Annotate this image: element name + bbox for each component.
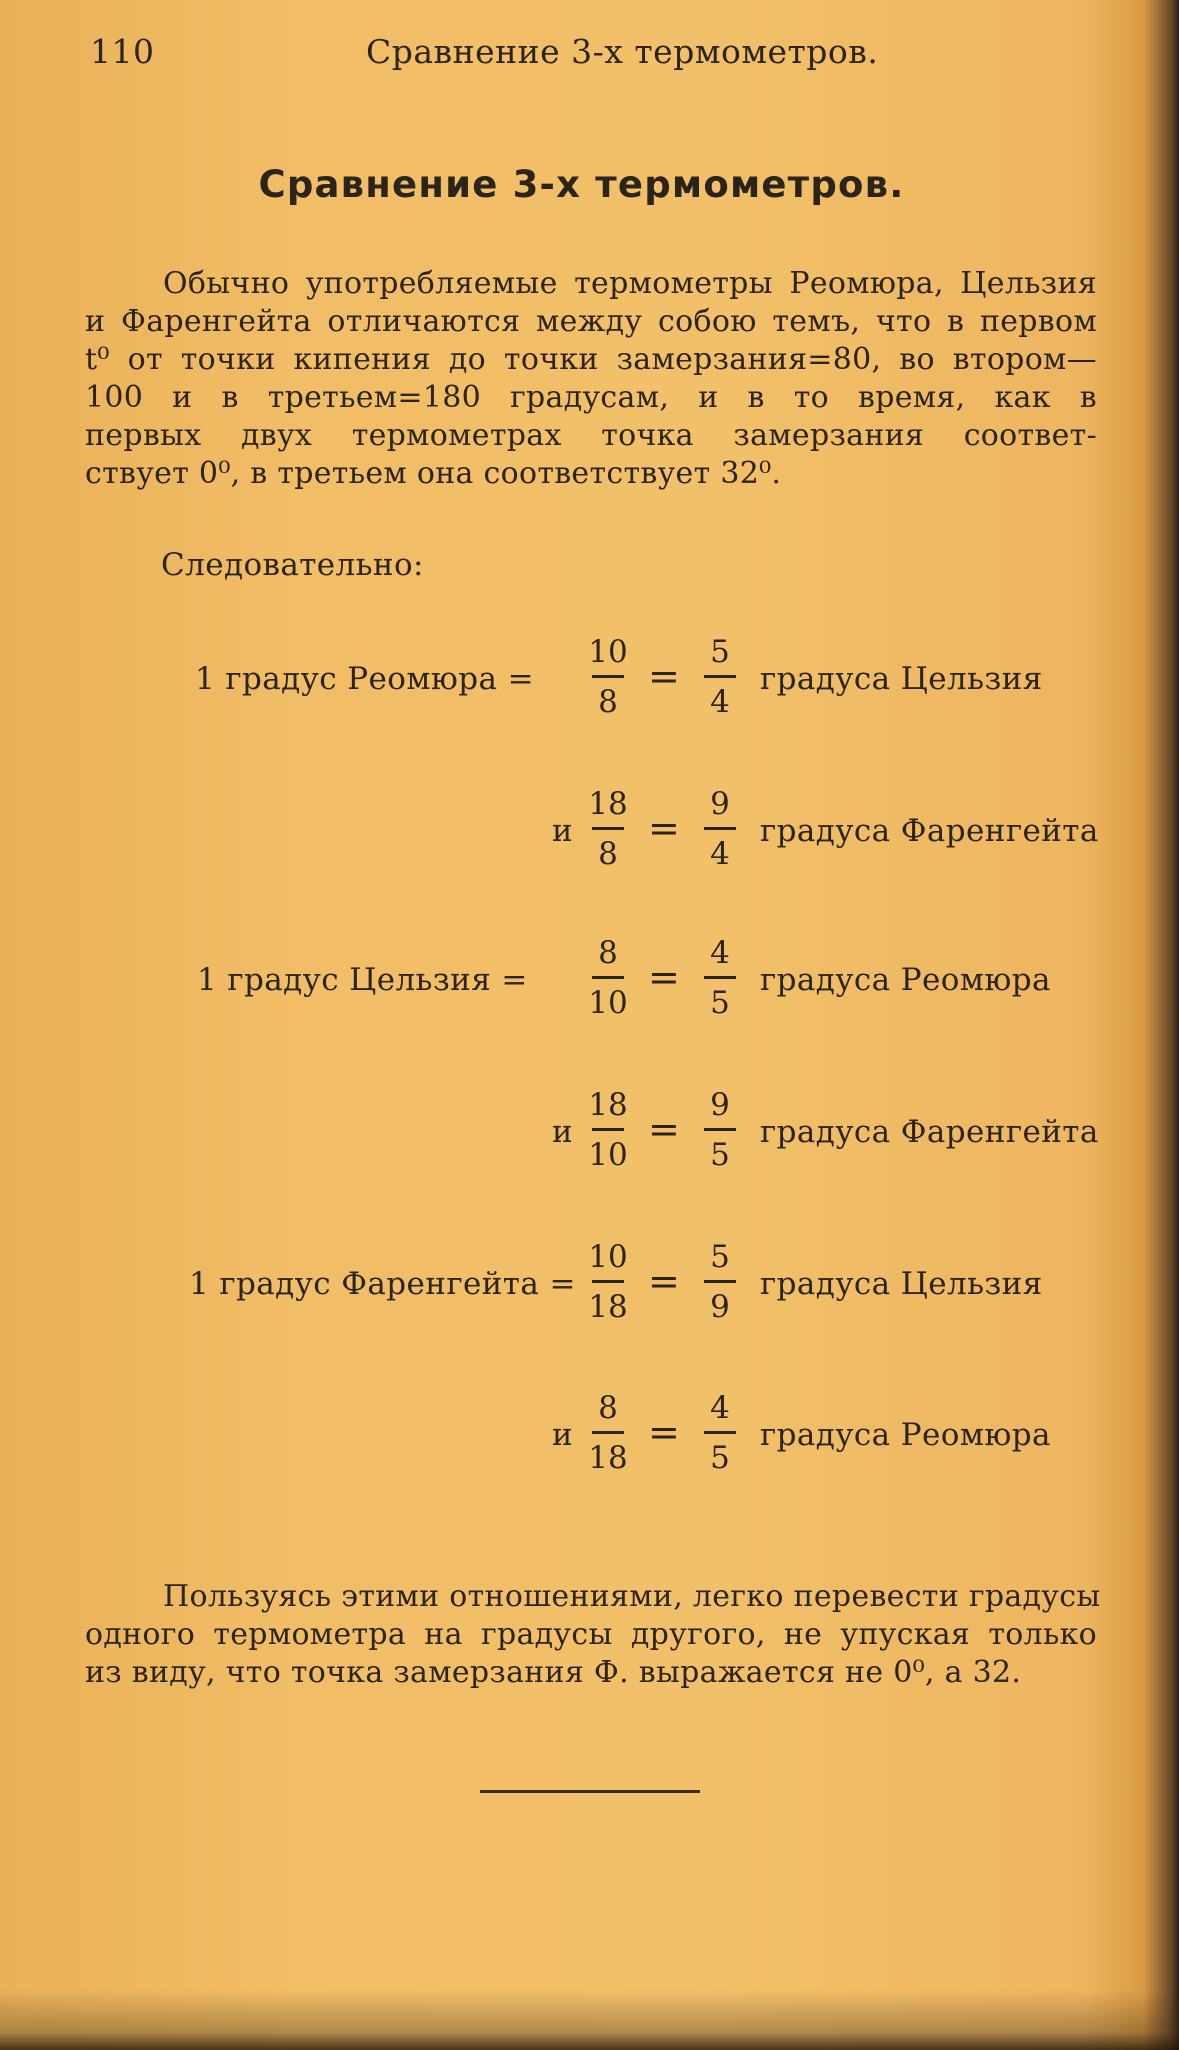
therefore-label: Следовательно:: [161, 547, 424, 583]
fraction: [690, 1388, 750, 1478]
equation-suffix: градуса Фаренгейта: [760, 1114, 1099, 1150]
equation-prefix: и: [552, 1417, 574, 1453]
denominator: 18: [588, 1289, 628, 1325]
equation-prefix: и: [552, 813, 574, 849]
intro-line: 100 и в третьем=180 градусам, и в то время, как в: [85, 380, 1097, 415]
fraction: [578, 784, 638, 874]
numerator: 8: [598, 1390, 618, 1426]
fraction-bar: [704, 827, 736, 830]
fraction: [690, 632, 750, 722]
fraction: [578, 632, 638, 722]
numerator: 9: [710, 786, 730, 822]
fraction: [690, 1237, 750, 1327]
denominator: 5: [710, 1137, 730, 1173]
equation-prefix: 1 градус Цельзия =: [197, 962, 528, 998]
fraction-bar: [592, 1280, 624, 1283]
numerator: 8: [598, 935, 618, 971]
fraction: [690, 1085, 750, 1175]
numerator: 9: [710, 1087, 730, 1123]
equals-sign: =: [648, 806, 680, 850]
equals-sign: =: [648, 1259, 680, 1303]
fraction-bar: [592, 675, 624, 678]
fraction: [578, 1085, 638, 1175]
equals-sign: =: [648, 1410, 680, 1454]
equation-row: [0, 933, 1179, 1033]
equation-suffix: градуса Реомюра: [760, 1417, 1051, 1453]
equation-row: [0, 784, 1179, 884]
numerator: 4: [710, 935, 730, 971]
equation-row: [0, 632, 1179, 732]
fraction: [578, 933, 638, 1023]
denominator: 5: [710, 1440, 730, 1476]
numerator: 5: [710, 1239, 730, 1275]
denominator: 4: [710, 684, 730, 720]
denominator: 8: [598, 684, 618, 720]
denominator: 9: [710, 1289, 730, 1325]
equation-prefix: 1 градус Фаренгейта =: [189, 1266, 576, 1302]
outro-paragraph: [85, 1578, 1101, 1692]
fraction: [690, 933, 750, 1023]
closing-rule: [480, 1790, 700, 1793]
numerator: 18: [588, 786, 628, 822]
denominator: 8: [598, 836, 618, 872]
fraction-bar: [704, 976, 736, 979]
fraction: [578, 1388, 638, 1478]
denominator: 18: [588, 1440, 628, 1476]
fraction-bar: [592, 1128, 624, 1131]
equation-row: [0, 1085, 1179, 1185]
intro-paragraph: [85, 265, 1097, 493]
fraction-bar: [704, 1128, 736, 1131]
equals-sign: =: [648, 654, 680, 698]
equation-row: [0, 1388, 1179, 1488]
outro-line: одного термометра на градусы другого, не упуская только: [85, 1617, 1097, 1652]
outro-line: из виду, что точка замерзания Ф. выражается не 0⁰, а 32.: [85, 1655, 1022, 1690]
denominator: 4: [710, 836, 730, 872]
fraction: [690, 784, 750, 874]
equation-suffix: градуса Цельзия: [760, 661, 1043, 697]
intro-line: первых двух термометрах точка замерзания соответ-: [85, 418, 1097, 453]
fraction: [578, 1237, 638, 1327]
fraction-bar: [704, 675, 736, 678]
numerator: 10: [588, 1239, 628, 1275]
denominator: 10: [588, 1137, 628, 1173]
outro-line: Пользуясь этими отношениями, легко перевести градусы: [163, 1579, 1101, 1614]
intro-line: t⁰ от точки кипения до точки замерзания=80, во втором—: [85, 342, 1097, 377]
equation-prefix: и: [552, 1114, 574, 1150]
equation-suffix: градуса Цельзия: [760, 1266, 1043, 1302]
intro-line: Обычно употребляемые термометры Реомюра, Цельзия: [163, 266, 1097, 301]
numerator: 10: [588, 634, 628, 670]
equation-suffix: градуса Фаренгейта: [760, 813, 1099, 849]
section-title: Сравнение 3-х термометров.: [258, 163, 905, 206]
fraction-bar: [704, 1431, 736, 1434]
intro-line: ствует 0⁰, в третьем она соответствует 32⁰.: [85, 456, 782, 491]
fraction-bar: [592, 827, 624, 830]
page-number: 110: [90, 32, 155, 71]
equation-suffix: градуса Реомюра: [760, 962, 1051, 998]
equation-prefix: 1 градус Реомюра =: [195, 661, 535, 697]
fraction-bar: [592, 976, 624, 979]
numerator: 4: [710, 1390, 730, 1426]
fraction-bar: [592, 1431, 624, 1434]
denominator: 10: [588, 985, 628, 1021]
denominator: 5: [710, 985, 730, 1021]
equals-sign: =: [648, 1107, 680, 1151]
running-title: Сравнение 3-х термометров.: [366, 32, 879, 71]
equals-sign: =: [648, 955, 680, 999]
equation-row: [0, 1237, 1179, 1337]
running-header: [90, 32, 1099, 82]
numerator: 5: [710, 634, 730, 670]
numerator: 18: [588, 1087, 628, 1123]
intro-line: и Фаренгейта отличаются между собою темъ, что в первом: [85, 304, 1097, 339]
fraction-bar: [704, 1280, 736, 1283]
